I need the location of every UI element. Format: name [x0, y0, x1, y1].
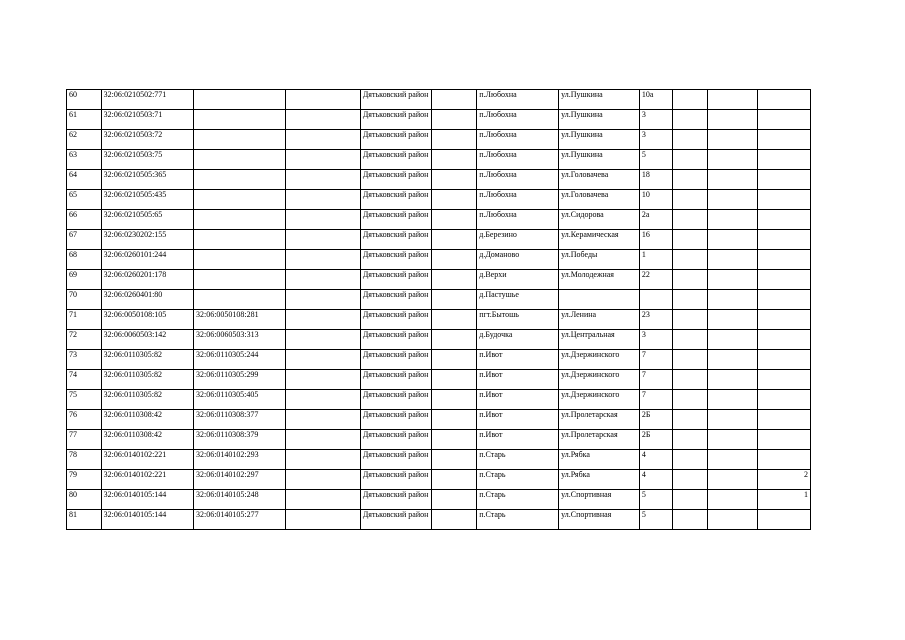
table-row: [67, 250, 811, 270]
extra-cell-1: [673, 470, 708, 490]
district-cell: Дятьковский район: [360, 90, 431, 110]
district-cell: Дятьковский район: [360, 470, 431, 490]
extra-cell-1: [673, 310, 708, 330]
table-row: [67, 350, 811, 370]
empty-cell: [432, 430, 477, 450]
extra-cell-2: [708, 210, 758, 230]
extra-cell-1: [673, 290, 708, 310]
row-number-cell: 79: [67, 470, 102, 490]
locality-cell: пгт.Бытошь: [477, 310, 559, 330]
extra-cell-2: [708, 230, 758, 250]
extra-cell-1: [673, 90, 708, 110]
empty-cell: [286, 390, 361, 410]
row-number-cell: 69: [67, 270, 102, 290]
street-cell: ул.Молодежная: [559, 270, 640, 290]
empty-cell: [432, 250, 477, 270]
district-cell: Дятьковский район: [360, 410, 431, 430]
locality-cell: п.Любохна: [477, 150, 559, 170]
district-cell: Дятьковский район: [360, 490, 431, 510]
street-cell: ул.Пролетарская: [559, 410, 640, 430]
extra-cell-3: [758, 290, 811, 310]
extra-cell-3: [758, 390, 811, 410]
empty-cell: [432, 110, 477, 130]
registry-table: [66, 89, 811, 530]
locality-cell: п.Любохна: [477, 130, 559, 150]
sub-cadastral-number-cell: 32:06:0050108:281: [193, 310, 285, 330]
district-cell: Дятьковский район: [360, 430, 431, 450]
locality-cell: п.Старь: [477, 450, 559, 470]
row-number-cell: 80: [67, 490, 102, 510]
extra-cell-2: [708, 410, 758, 430]
extra-cell-1: [673, 370, 708, 390]
house-number-cell: 5: [639, 150, 673, 170]
empty-cell: [432, 450, 477, 470]
locality-cell: д.Березино: [477, 230, 559, 250]
street-cell: ул.Победы: [559, 250, 640, 270]
district-cell: Дятьковский район: [360, 170, 431, 190]
extra-cell-1: [673, 510, 708, 530]
empty-cell: [432, 170, 477, 190]
house-number-cell: 3: [639, 110, 673, 130]
row-number-cell: 64: [67, 170, 102, 190]
registry-table-body: [67, 90, 811, 530]
empty-cell: [286, 190, 361, 210]
empty-cell: [432, 190, 477, 210]
empty-cell: [286, 270, 361, 290]
extra-cell-2: [708, 450, 758, 470]
sub-cadastral-number-cell: [193, 270, 285, 290]
empty-cell: [432, 230, 477, 250]
row-number-cell: 63: [67, 150, 102, 170]
empty-cell: [286, 310, 361, 330]
row-number-cell: 76: [67, 410, 102, 430]
row-number-cell: 60: [67, 90, 102, 110]
extra-cell-1: [673, 410, 708, 430]
table-row: [67, 370, 811, 390]
extra-cell-2: [708, 110, 758, 130]
table-row: [67, 230, 811, 250]
row-number-cell: 70: [67, 290, 102, 310]
cadastral-number-cell: 32:06:0050108:105: [101, 310, 193, 330]
sub-cadastral-number-cell: [193, 90, 285, 110]
empty-cell: [286, 370, 361, 390]
extra-cell-2: [708, 390, 758, 410]
locality-cell: п.Ивот: [477, 350, 559, 370]
table-row: [67, 130, 811, 150]
house-number-cell: 23: [639, 310, 673, 330]
row-number-cell: 71: [67, 310, 102, 330]
row-number-cell: 73: [67, 350, 102, 370]
extra-cell-2: [708, 330, 758, 350]
sub-cadastral-number-cell: 32:06:0140105:277: [193, 510, 285, 530]
sub-cadastral-number-cell: 32:06:0140105:248: [193, 490, 285, 510]
street-cell: ул.Пролетарская: [559, 430, 640, 450]
sub-cadastral-number-cell: [193, 210, 285, 230]
district-cell: Дятьковский район: [360, 350, 431, 370]
empty-cell: [432, 310, 477, 330]
extra-cell-1: [673, 250, 708, 270]
cadastral-number-cell: 32:06:0260101:244: [101, 250, 193, 270]
table-row: [67, 390, 811, 410]
empty-cell: [432, 210, 477, 230]
locality-cell: п.Любохна: [477, 90, 559, 110]
extra-cell-3: [758, 450, 811, 470]
empty-cell: [286, 330, 361, 350]
cadastral-number-cell: 32:06:0210505:365: [101, 170, 193, 190]
empty-cell: [432, 370, 477, 390]
district-cell: Дятьковский район: [360, 450, 431, 470]
locality-cell: п.Старь: [477, 470, 559, 490]
locality-cell: п.Старь: [477, 510, 559, 530]
house-number-cell: 10а: [639, 90, 673, 110]
extra-cell-1: [673, 170, 708, 190]
empty-cell: [286, 430, 361, 450]
locality-cell: д.Пастушье: [477, 290, 559, 310]
house-number-cell: 7: [639, 370, 673, 390]
table-row: [67, 210, 811, 230]
cadastral-number-cell: 32:06:0210503:71: [101, 110, 193, 130]
locality-cell: п.Ивот: [477, 430, 559, 450]
cadastral-number-cell: 32:06:0230202:155: [101, 230, 193, 250]
empty-cell: [286, 230, 361, 250]
house-number-cell: 4: [639, 470, 673, 490]
cadastral-number-cell: 32:06:0260201:178: [101, 270, 193, 290]
extra-cell-2: [708, 370, 758, 390]
empty-cell: [286, 210, 361, 230]
extra-cell-2: [708, 170, 758, 190]
row-number-cell: 78: [67, 450, 102, 470]
cadastral-number-cell: 32:06:0210503:75: [101, 150, 193, 170]
sub-cadastral-number-cell: 32:06:0110305:405: [193, 390, 285, 410]
extra-cell-3: [758, 110, 811, 130]
sub-cadastral-number-cell: 32:06:0110305:299: [193, 370, 285, 390]
row-number-cell: 62: [67, 130, 102, 150]
empty-cell: [432, 130, 477, 150]
extra-cell-1: [673, 450, 708, 470]
extra-cell-3: [758, 510, 811, 530]
table-row: [67, 430, 811, 450]
extra-cell-3: [758, 430, 811, 450]
empty-cell: [286, 250, 361, 270]
row-number-cell: 61: [67, 110, 102, 130]
table-row: [67, 330, 811, 350]
empty-cell: [432, 510, 477, 530]
empty-cell: [286, 150, 361, 170]
table-row: [67, 110, 811, 130]
street-cell: ул.Рябка: [559, 470, 640, 490]
empty-cell: [286, 410, 361, 430]
district-cell: Дятьковский район: [360, 210, 431, 230]
street-cell: ул.Головачева: [559, 170, 640, 190]
empty-cell: [286, 470, 361, 490]
table-row: [67, 150, 811, 170]
table-row: [67, 270, 811, 290]
cadastral-number-cell: 32:06:0110308:42: [101, 430, 193, 450]
district-cell: Дятьковский район: [360, 330, 431, 350]
extra-cell-3: [758, 250, 811, 270]
house-number-cell: 3: [639, 330, 673, 350]
cadastral-number-cell: 32:06:0210502:771: [101, 90, 193, 110]
street-cell: ул.Спортивная: [559, 490, 640, 510]
street-cell: ул.Дзержинского: [559, 350, 640, 370]
district-cell: Дятьковский район: [360, 110, 431, 130]
extra-cell-3: [758, 270, 811, 290]
district-cell: Дятьковский район: [360, 230, 431, 250]
sub-cadastral-number-cell: [193, 170, 285, 190]
extra-cell-2: [708, 290, 758, 310]
house-number-cell: 1: [639, 250, 673, 270]
extra-cell-3: [758, 330, 811, 350]
table-row: [67, 90, 811, 110]
cadastral-number-cell: 32:06:0210503:72: [101, 130, 193, 150]
extra-cell-2: [708, 510, 758, 530]
locality-cell: д.Будочка: [477, 330, 559, 350]
row-number-cell: 74: [67, 370, 102, 390]
sub-cadastral-number-cell: 32:06:0140102:297: [193, 470, 285, 490]
extra-cell-3: [758, 410, 811, 430]
row-number-cell: 77: [67, 430, 102, 450]
extra-cell-1: [673, 350, 708, 370]
street-cell: ул.Пушкина: [559, 150, 640, 170]
extra-cell-3: [758, 190, 811, 210]
extra-cell-3: [758, 210, 811, 230]
street-cell: ул.Керамическая: [559, 230, 640, 250]
table-row: [67, 190, 811, 210]
row-number-cell: 65: [67, 190, 102, 210]
street-cell: ул.Пушкина: [559, 130, 640, 150]
locality-cell: п.Любохна: [477, 170, 559, 190]
empty-cell: [286, 90, 361, 110]
row-number-cell: 68: [67, 250, 102, 270]
cadastral-number-cell: 32:06:0210505:65: [101, 210, 193, 230]
row-number-cell: 81: [67, 510, 102, 530]
table-row: [67, 310, 811, 330]
street-cell: ул.Центральная: [559, 330, 640, 350]
extra-cell-3: [758, 350, 811, 370]
extra-cell-1: [673, 390, 708, 410]
extra-cell-3: [758, 370, 811, 390]
extra-cell-3: [758, 130, 811, 150]
extra-cell-1: [673, 230, 708, 250]
empty-cell: [432, 290, 477, 310]
empty-cell: [432, 470, 477, 490]
extra-cell-3: [758, 230, 811, 250]
sub-cadastral-number-cell: 32:06:0060503:313: [193, 330, 285, 350]
cadastral-number-cell: 32:06:0110305:82: [101, 390, 193, 410]
sub-cadastral-number-cell: [193, 190, 285, 210]
house-number-cell: 2Б: [639, 410, 673, 430]
district-cell: Дятьковский район: [360, 250, 431, 270]
extra-cell-3: [758, 170, 811, 190]
street-cell: ул.Пушкина: [559, 110, 640, 130]
extra-cell-2: [708, 90, 758, 110]
house-number-cell: 2Б: [639, 430, 673, 450]
street-cell: ул.Ленина: [559, 310, 640, 330]
house-number-cell: 3: [639, 130, 673, 150]
locality-cell: п.Любохна: [477, 110, 559, 130]
sub-cadastral-number-cell: 32:06:0110308:379: [193, 430, 285, 450]
cadastral-number-cell: 32:06:0060503:142: [101, 330, 193, 350]
street-cell: ул.Пушкина: [559, 90, 640, 110]
empty-cell: [432, 390, 477, 410]
empty-cell: [286, 110, 361, 130]
empty-cell: [432, 490, 477, 510]
district-cell: Дятьковский район: [360, 310, 431, 330]
extra-cell-2: [708, 130, 758, 150]
extra-cell-2: [708, 430, 758, 450]
extra-cell-3: [758, 310, 811, 330]
street-cell: ул.Дзержинского: [559, 370, 640, 390]
extra-cell-3: [758, 150, 811, 170]
district-cell: Дятьковский район: [360, 290, 431, 310]
locality-cell: п.Любохна: [477, 210, 559, 230]
house-number-cell: 10: [639, 190, 673, 210]
empty-cell: [432, 90, 477, 110]
district-cell: Дятьковский район: [360, 190, 431, 210]
empty-cell: [286, 130, 361, 150]
extra-cell-2: [708, 470, 758, 490]
extra-cell-2: [708, 190, 758, 210]
table-row: [67, 510, 811, 530]
cadastral-number-cell: 32:06:0140105:144: [101, 510, 193, 530]
locality-cell: п.Старь: [477, 490, 559, 510]
extra-cell-2: [708, 150, 758, 170]
street-cell: ул.Дзержинского: [559, 390, 640, 410]
empty-cell: [432, 350, 477, 370]
sub-cadastral-number-cell: 32:06:0110305:244: [193, 350, 285, 370]
table-row: [67, 490, 811, 510]
cadastral-number-cell: 32:06:0140102:221: [101, 450, 193, 470]
table-row: [67, 170, 811, 190]
sub-cadastral-number-cell: [193, 130, 285, 150]
empty-cell: [432, 330, 477, 350]
table-row: [67, 450, 811, 470]
street-cell: ул.Головачева: [559, 190, 640, 210]
house-number-cell: 2а: [639, 210, 673, 230]
sub-cadastral-number-cell: [193, 150, 285, 170]
row-number-cell: 67: [67, 230, 102, 250]
table-row: [67, 290, 811, 310]
house-number-cell: 16: [639, 230, 673, 250]
locality-cell: п.Ивот: [477, 390, 559, 410]
empty-cell: [432, 410, 477, 430]
cadastral-number-cell: 32:06:0140102:221: [101, 470, 193, 490]
locality-cell: д.Верхи: [477, 270, 559, 290]
extra-cell-2: [708, 490, 758, 510]
cadastral-number-cell: 32:06:0110305:82: [101, 350, 193, 370]
district-cell: Дятьковский район: [360, 270, 431, 290]
district-cell: Дятьковский район: [360, 510, 431, 530]
table-row: [67, 470, 811, 490]
street-cell: [559, 290, 640, 310]
extra-cell-3: 1: [758, 490, 811, 510]
locality-cell: д.Доманово: [477, 250, 559, 270]
empty-cell: [286, 450, 361, 470]
extra-cell-2: [708, 350, 758, 370]
sub-cadastral-number-cell: [193, 290, 285, 310]
empty-cell: [286, 490, 361, 510]
sub-cadastral-number-cell: 32:06:0140102:293: [193, 450, 285, 470]
district-cell: Дятьковский район: [360, 150, 431, 170]
locality-cell: п.Ивот: [477, 410, 559, 430]
cadastral-number-cell: 32:06:0110305:82: [101, 370, 193, 390]
house-number-cell: 7: [639, 350, 673, 370]
district-cell: Дятьковский район: [360, 130, 431, 150]
sub-cadastral-number-cell: [193, 250, 285, 270]
house-number-cell: 5: [639, 490, 673, 510]
cadastral-number-cell: 32:06:0210505:435: [101, 190, 193, 210]
extra-cell-1: [673, 490, 708, 510]
extra-cell-1: [673, 130, 708, 150]
locality-cell: п.Ивот: [477, 370, 559, 390]
extra-cell-3: [758, 90, 811, 110]
row-number-cell: 75: [67, 390, 102, 410]
sub-cadastral-number-cell: 32:06:0110308:377: [193, 410, 285, 430]
district-cell: Дятьковский район: [360, 370, 431, 390]
extra-cell-2: [708, 270, 758, 290]
house-number-cell: 4: [639, 450, 673, 470]
street-cell: ул.Рябка: [559, 450, 640, 470]
house-number-cell: 7: [639, 390, 673, 410]
sub-cadastral-number-cell: [193, 230, 285, 250]
table-row: [67, 410, 811, 430]
extra-cell-2: [708, 250, 758, 270]
row-number-cell: 72: [67, 330, 102, 350]
empty-cell: [286, 350, 361, 370]
extra-cell-1: [673, 110, 708, 130]
cadastral-number-cell: 32:06:0110308:42: [101, 410, 193, 430]
extra-cell-1: [673, 430, 708, 450]
empty-cell: [286, 290, 361, 310]
empty-cell: [432, 270, 477, 290]
house-number-cell: [639, 290, 673, 310]
house-number-cell: 18: [639, 170, 673, 190]
extra-cell-3: 2: [758, 470, 811, 490]
row-number-cell: 66: [67, 210, 102, 230]
cadastral-number-cell: 32:06:0260401:80: [101, 290, 193, 310]
street-cell: ул.Спортивная: [559, 510, 640, 530]
locality-cell: п.Любохна: [477, 190, 559, 210]
house-number-cell: 22: [639, 270, 673, 290]
empty-cell: [432, 150, 477, 170]
empty-cell: [286, 510, 361, 530]
extra-cell-1: [673, 190, 708, 210]
extra-cell-1: [673, 330, 708, 350]
extra-cell-1: [673, 150, 708, 170]
sub-cadastral-number-cell: [193, 110, 285, 130]
house-number-cell: 5: [639, 510, 673, 530]
extra-cell-1: [673, 270, 708, 290]
district-cell: Дятьковский район: [360, 390, 431, 410]
extra-cell-2: [708, 310, 758, 330]
cadastral-number-cell: 32:06:0140105:144: [101, 490, 193, 510]
extra-cell-1: [673, 210, 708, 230]
street-cell: ул.Сидорова: [559, 210, 640, 230]
empty-cell: [286, 170, 361, 190]
